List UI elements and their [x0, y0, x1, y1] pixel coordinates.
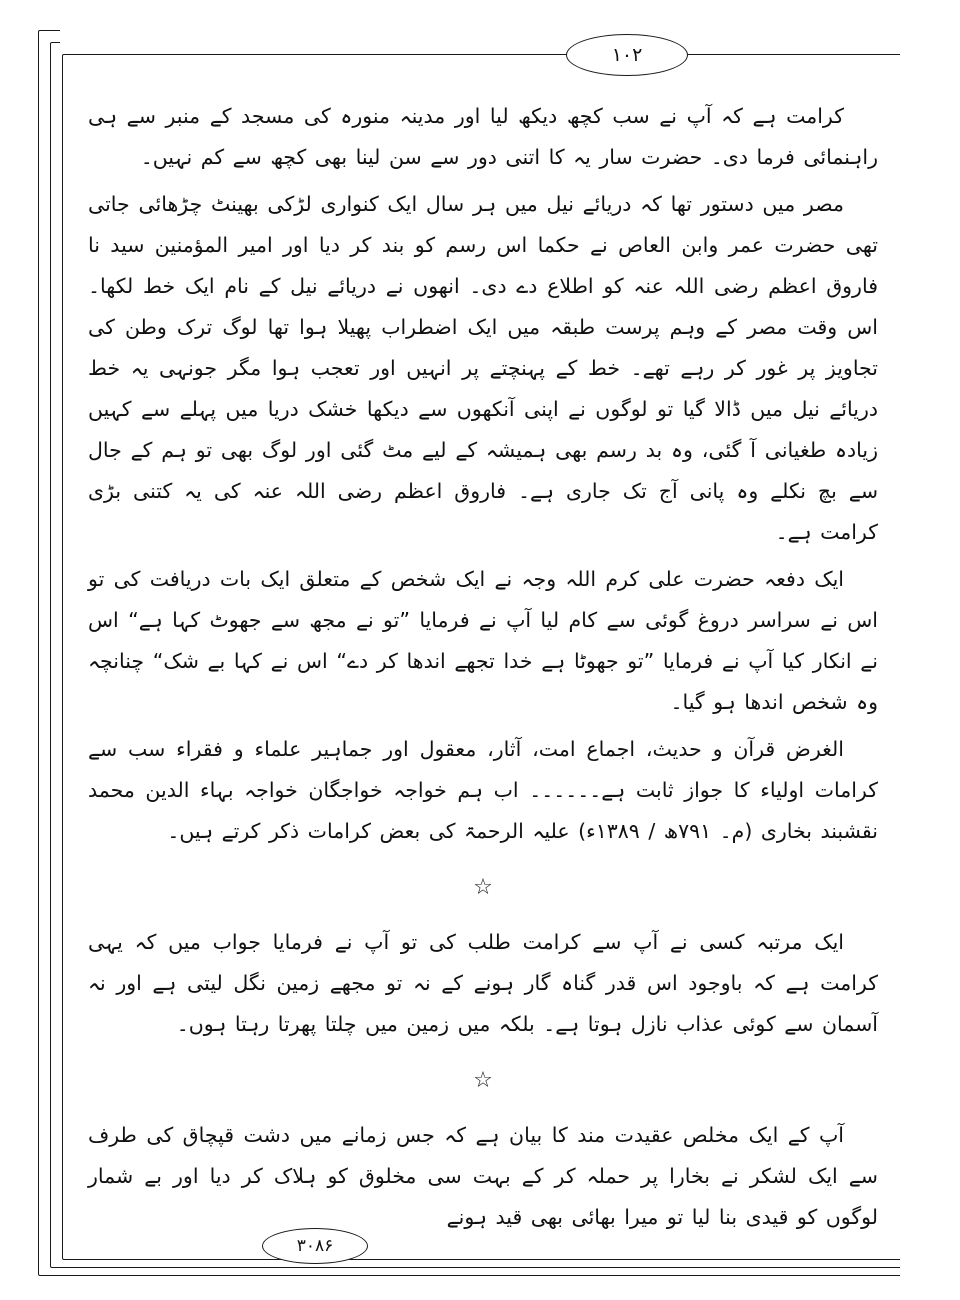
paragraph: کرامت ہے کہ آپ نے سب کچھ دیکھ لیا اور مدینہ منورہ کی مسجد کے منبر سے ہی راہنمائی فرما دی۔ حضرت سار یہ کا اتنی دور سے سن لینا بھی کچھ سے کم نہیں۔	[88, 104, 878, 169]
border-fade-right	[900, 0, 960, 1300]
star-separator-icon: ☆	[473, 1068, 493, 1093]
paragraph: الغرض قرآن و حدیث، اجماع امت، آثار، معقول اور جماہیر علماء و فقراء سب سے کرامات اولیاء کا جواز ثابت ہے۔۔۔۔۔۔ اب ہم خواجہ خواجگان خواجہ بہاء الدین محمد نقشبند بخاری (م۔ ۷۹۱ھ / ۱۳۸۹ء) علیہ الرحمۃ کی بعض کرامات ذکر کرتے ہیں۔	[88, 737, 878, 843]
page-number-top: ۱۰۲	[566, 34, 688, 76]
page-body-text	[88, 96, 878, 1244]
star-separator-icon: ☆	[473, 875, 493, 900]
paragraph: مصر میں دستور تھا کہ دریائے نیل میں ہر سال ایک کنواری لڑکی بھینٹ چڑھائی جاتی تھی حضرت عمر وابن العاص نے حکما اس رسم کو بند کر دیا اور امیر المؤمنین سید نا فاروق اعظم رضی اللہ عنہ کو اطلاع دے دی۔ انھوں نے دریائے نیل کے نام ایک خط لکھا۔ اس وقت مصر کے وہم پرست طبقہ میں ایک اضطراب پھیلا ہوا تھا لوگ ترک وطن کی تجاویز پر غور کر رہے تھے۔ خط کے پہنچتے پر انہیں اور تعجب ہوا مگر جونہی یہ خط دریائے نیل میں ڈالا گیا تو لوگوں نے اپنی آنکھوں سے دیکھا خشک دریا میں پہلے سے کہیں زیادہ طغیانی آ گئی، وہ بد رسم بھی ہمیشہ کے لیے مٹ گئی اور لوگ بھی تو ہم کے جال سے بچ نکلے وہ پانی آج تک جاری ہے۔ فاروق اعظم رضی اللہ عنہ کی یہ کتنی بڑی کرامت ہے۔	[88, 192, 878, 544]
paragraph: آپ کے ایک مخلص عقیدت مند کا بیان ہے کہ جس زمانے میں دشت قپچاق کی طرف سے ایک لشکر نے بخارا پر حملہ کر کے بہت سی مخلوق کو ہلاک کر دیا اور بے شمار لوگوں کو قیدی بنا لیا تو میرا بھائی بھی قید ہونے	[88, 1123, 878, 1229]
border-fade-top	[60, 0, 960, 46]
page-number-bottom: ۳۰۸۶	[262, 1228, 368, 1264]
paragraph: ایک مرتبہ کسی نے آپ سے کرامت طلب کی تو آپ نے فرمایا جواب میں کہ یہی کرامت ہے کہ باوجود اس قدر گناہ گار ہونے کے نہ تو مجھے زمین نگل لیتی ہے اور نہ آسمان سے کوئی عذاب نازل ہوتا ہے۔ بلکہ میں زمین میں چلتا پھرتا رہتا ہوں۔	[88, 930, 878, 1036]
paragraph: ایک دفعہ حضرت علی کرم اللہ وجہ نے ایک شخص کے متعلق ایک بات دریافت کی تو اس نے سراسر دروغ گوئی سے کام لیا آپ نے فرمایا ”تو نے مجھ سے جھوٹ کہا ہے“ اس نے انکار کیا آپ نے فرمایا ”تو جھوٹا ہے خدا تجھے اندھا کر دے“ اس نے کہا بے شک“ چنانچہ وہ شخص اندھا ہو گیا۔	[88, 567, 878, 714]
